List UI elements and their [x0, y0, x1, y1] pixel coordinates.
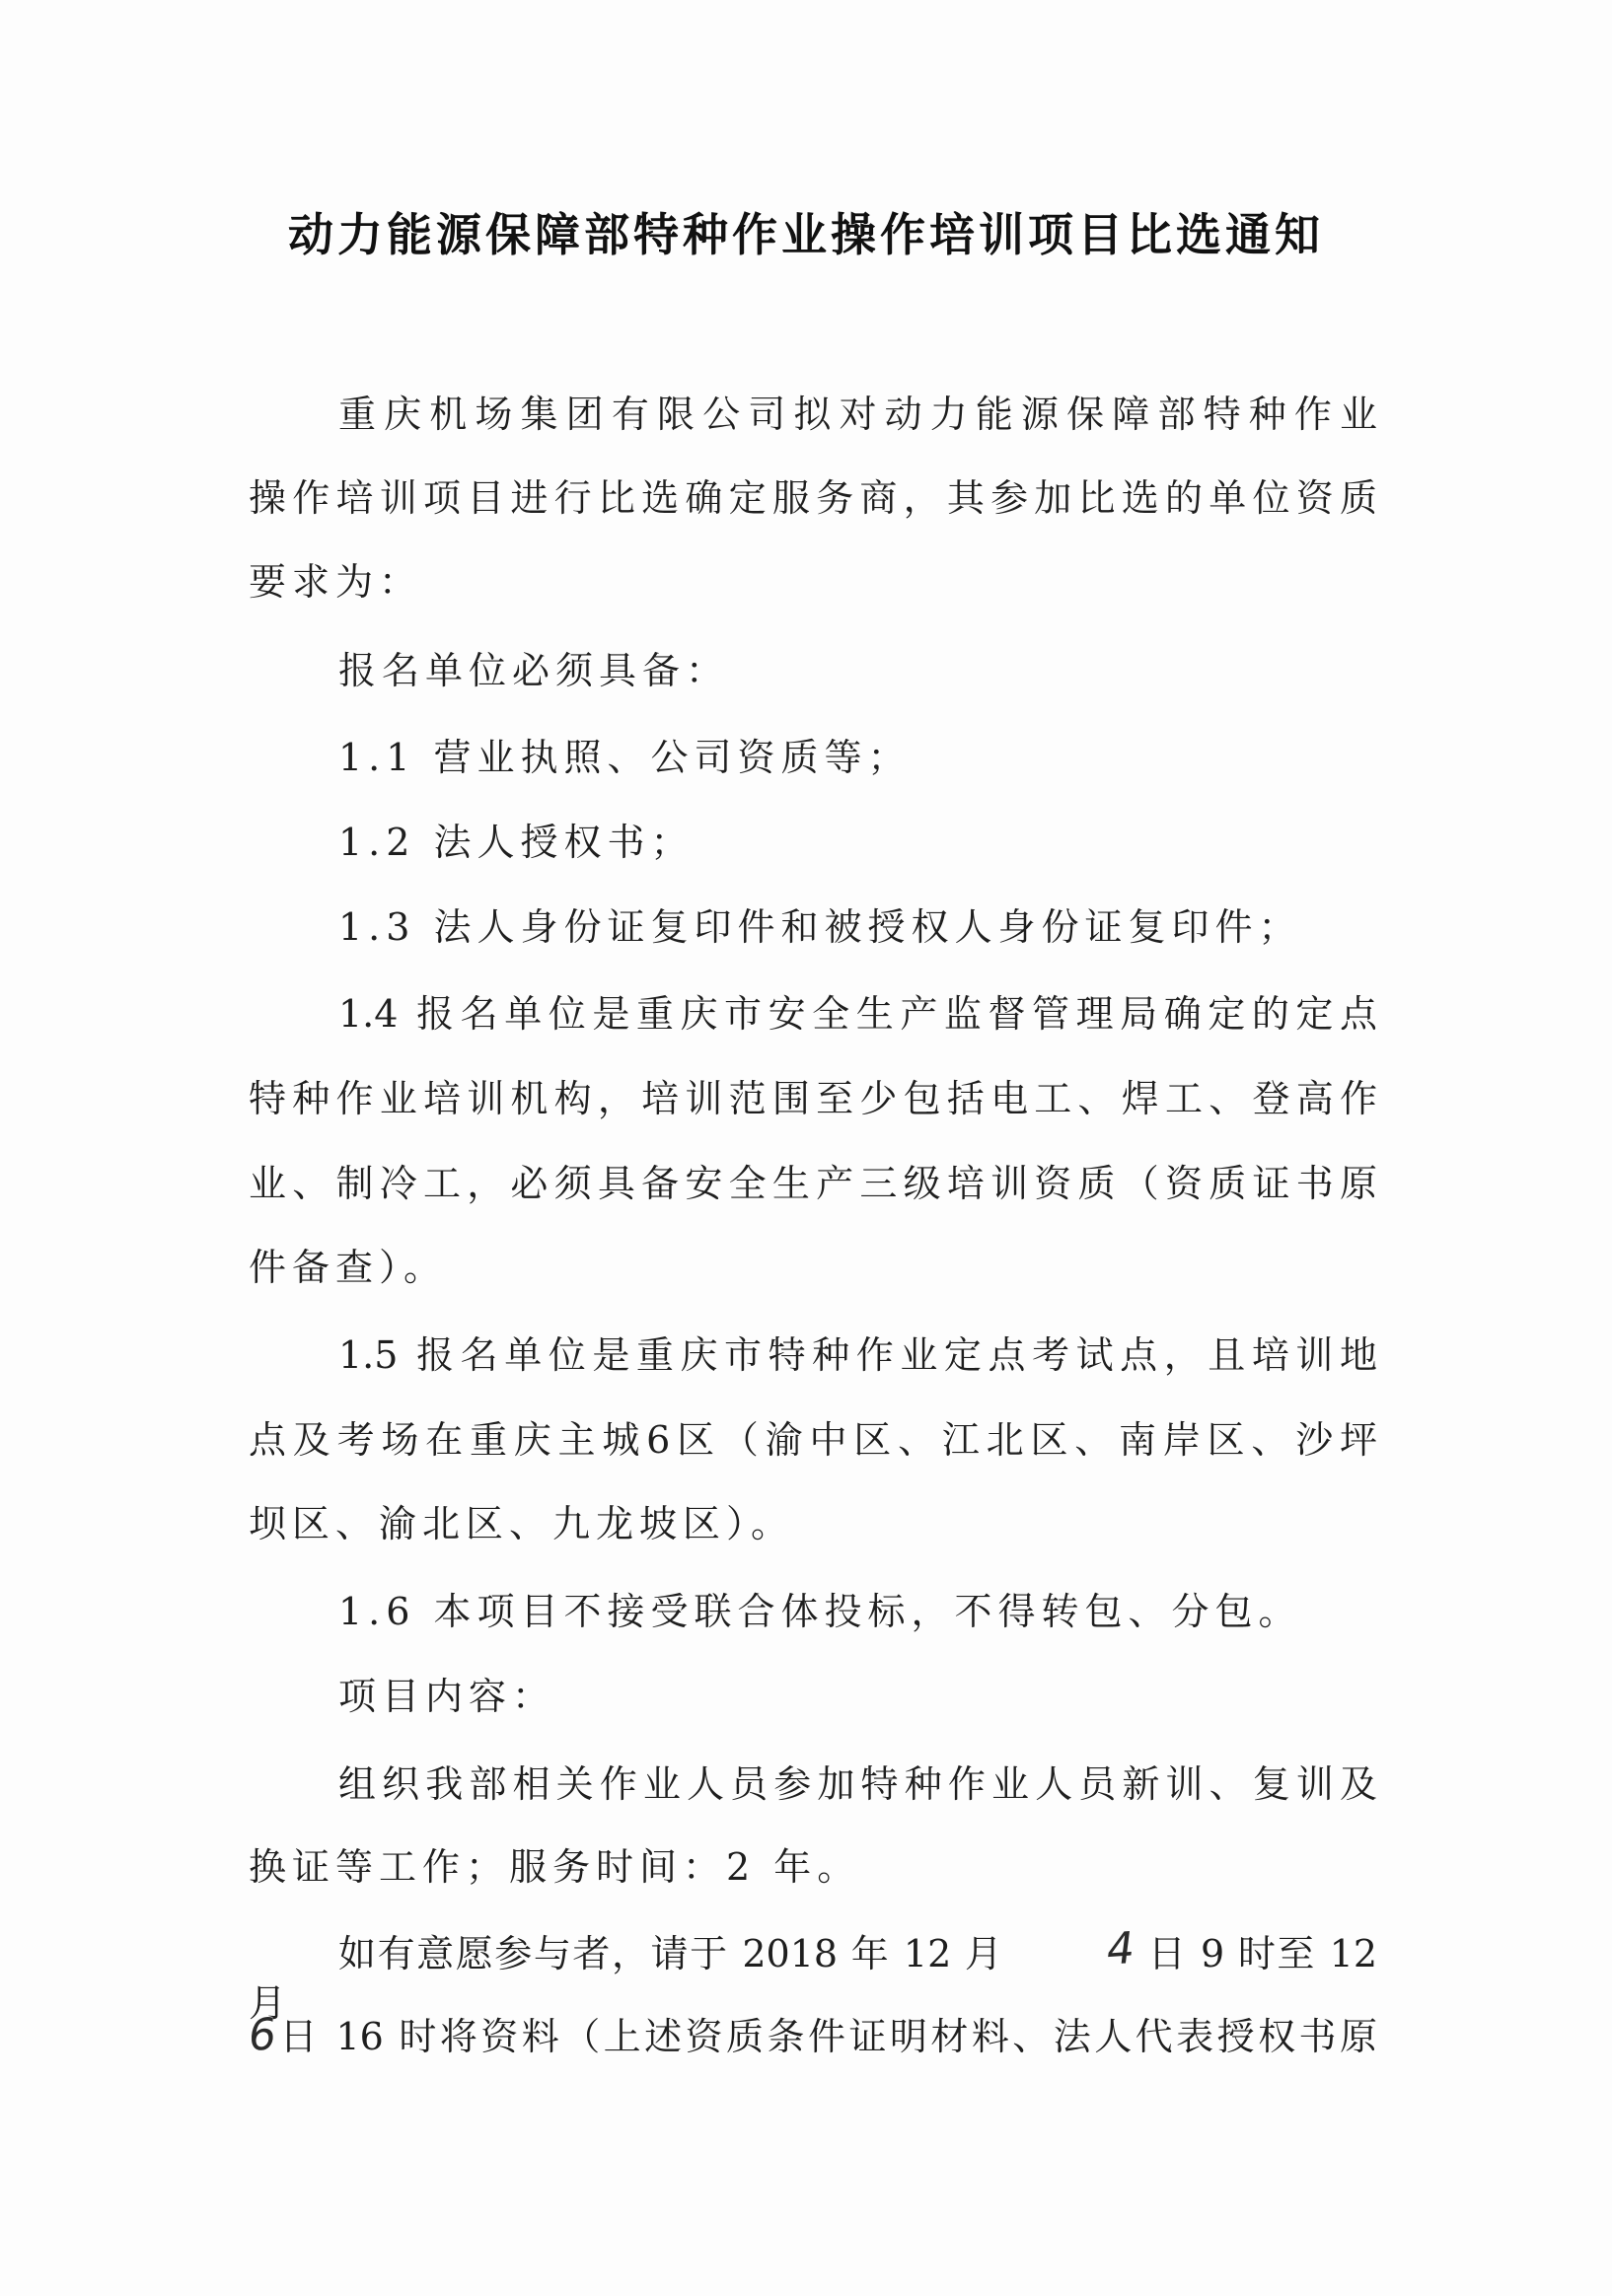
- deadline-text-after: 日 16 时将资料（上述资质条件证明材料、法人代表授权书原: [276, 2015, 1377, 2058]
- body-line: 操作培训项目进行比选确定服务商，其参加比选的单位资质: [249, 476, 1377, 520]
- section-heading: 项目内容：: [338, 1675, 556, 1718]
- body-line: 组织我部相关作业人员参加特种作业人员新训、复训及: [338, 1762, 1377, 1806]
- body-line: 报名单位必须具备：: [338, 649, 730, 692]
- body-line: 业、制冷工，必须具备安全生产三级培训资质（资质证书原: [249, 1162, 1377, 1205]
- list-item: 1.5 报名单位是重庆市特种作业定点考试点，且培训地: [338, 1333, 1377, 1377]
- list-item: 1.1 营业执照、公司资质等；: [338, 736, 912, 779]
- handwritten-day: 6: [247, 2009, 278, 2061]
- body-line: 坝区、渝北区、九龙坡区）。: [249, 1502, 795, 1545]
- body-line: 重庆机场集团有限公司拟对动力能源保障部特种作业: [338, 393, 1377, 436]
- handwritten-day: 4: [1105, 1922, 1136, 1975]
- body-line: 件备查）。: [249, 1246, 448, 1289]
- document-title: 动力能源保障部特种作业操作培训项目比选通知: [288, 208, 1324, 261]
- body-line: 点及考场在重庆主城6区（渝中区、江北区、南岸区、沙坪: [249, 1418, 1377, 1462]
- deadline-text-before: 如有意愿参与者，请于 2018 年 12 月: [338, 1932, 1018, 1975]
- body-line: 要求为：: [249, 560, 423, 604]
- list-item: 1.2 法人授权书；: [338, 821, 695, 864]
- deadline-text-after: 日 9 时至 12 月: [249, 1932, 1377, 2025]
- list-item: 1.4 报名单位是重庆市安全生产监督管理局确定的定点: [338, 992, 1377, 1036]
- deadline-line-2: [249, 2011, 1377, 2061]
- body-line: 换证等工作；服务时间：2 年。: [249, 1845, 861, 1889]
- body-line: 特种作业培训机构，培训范围至少包括电工、焊工、登高作: [249, 1077, 1377, 1120]
- list-item: 1.3 法人身份证复印件和被授权人身份证复印件；: [338, 905, 1302, 949]
- list-item: 1.6 本项目不接受联合体投标，不得转包、分包。: [338, 1590, 1302, 1633]
